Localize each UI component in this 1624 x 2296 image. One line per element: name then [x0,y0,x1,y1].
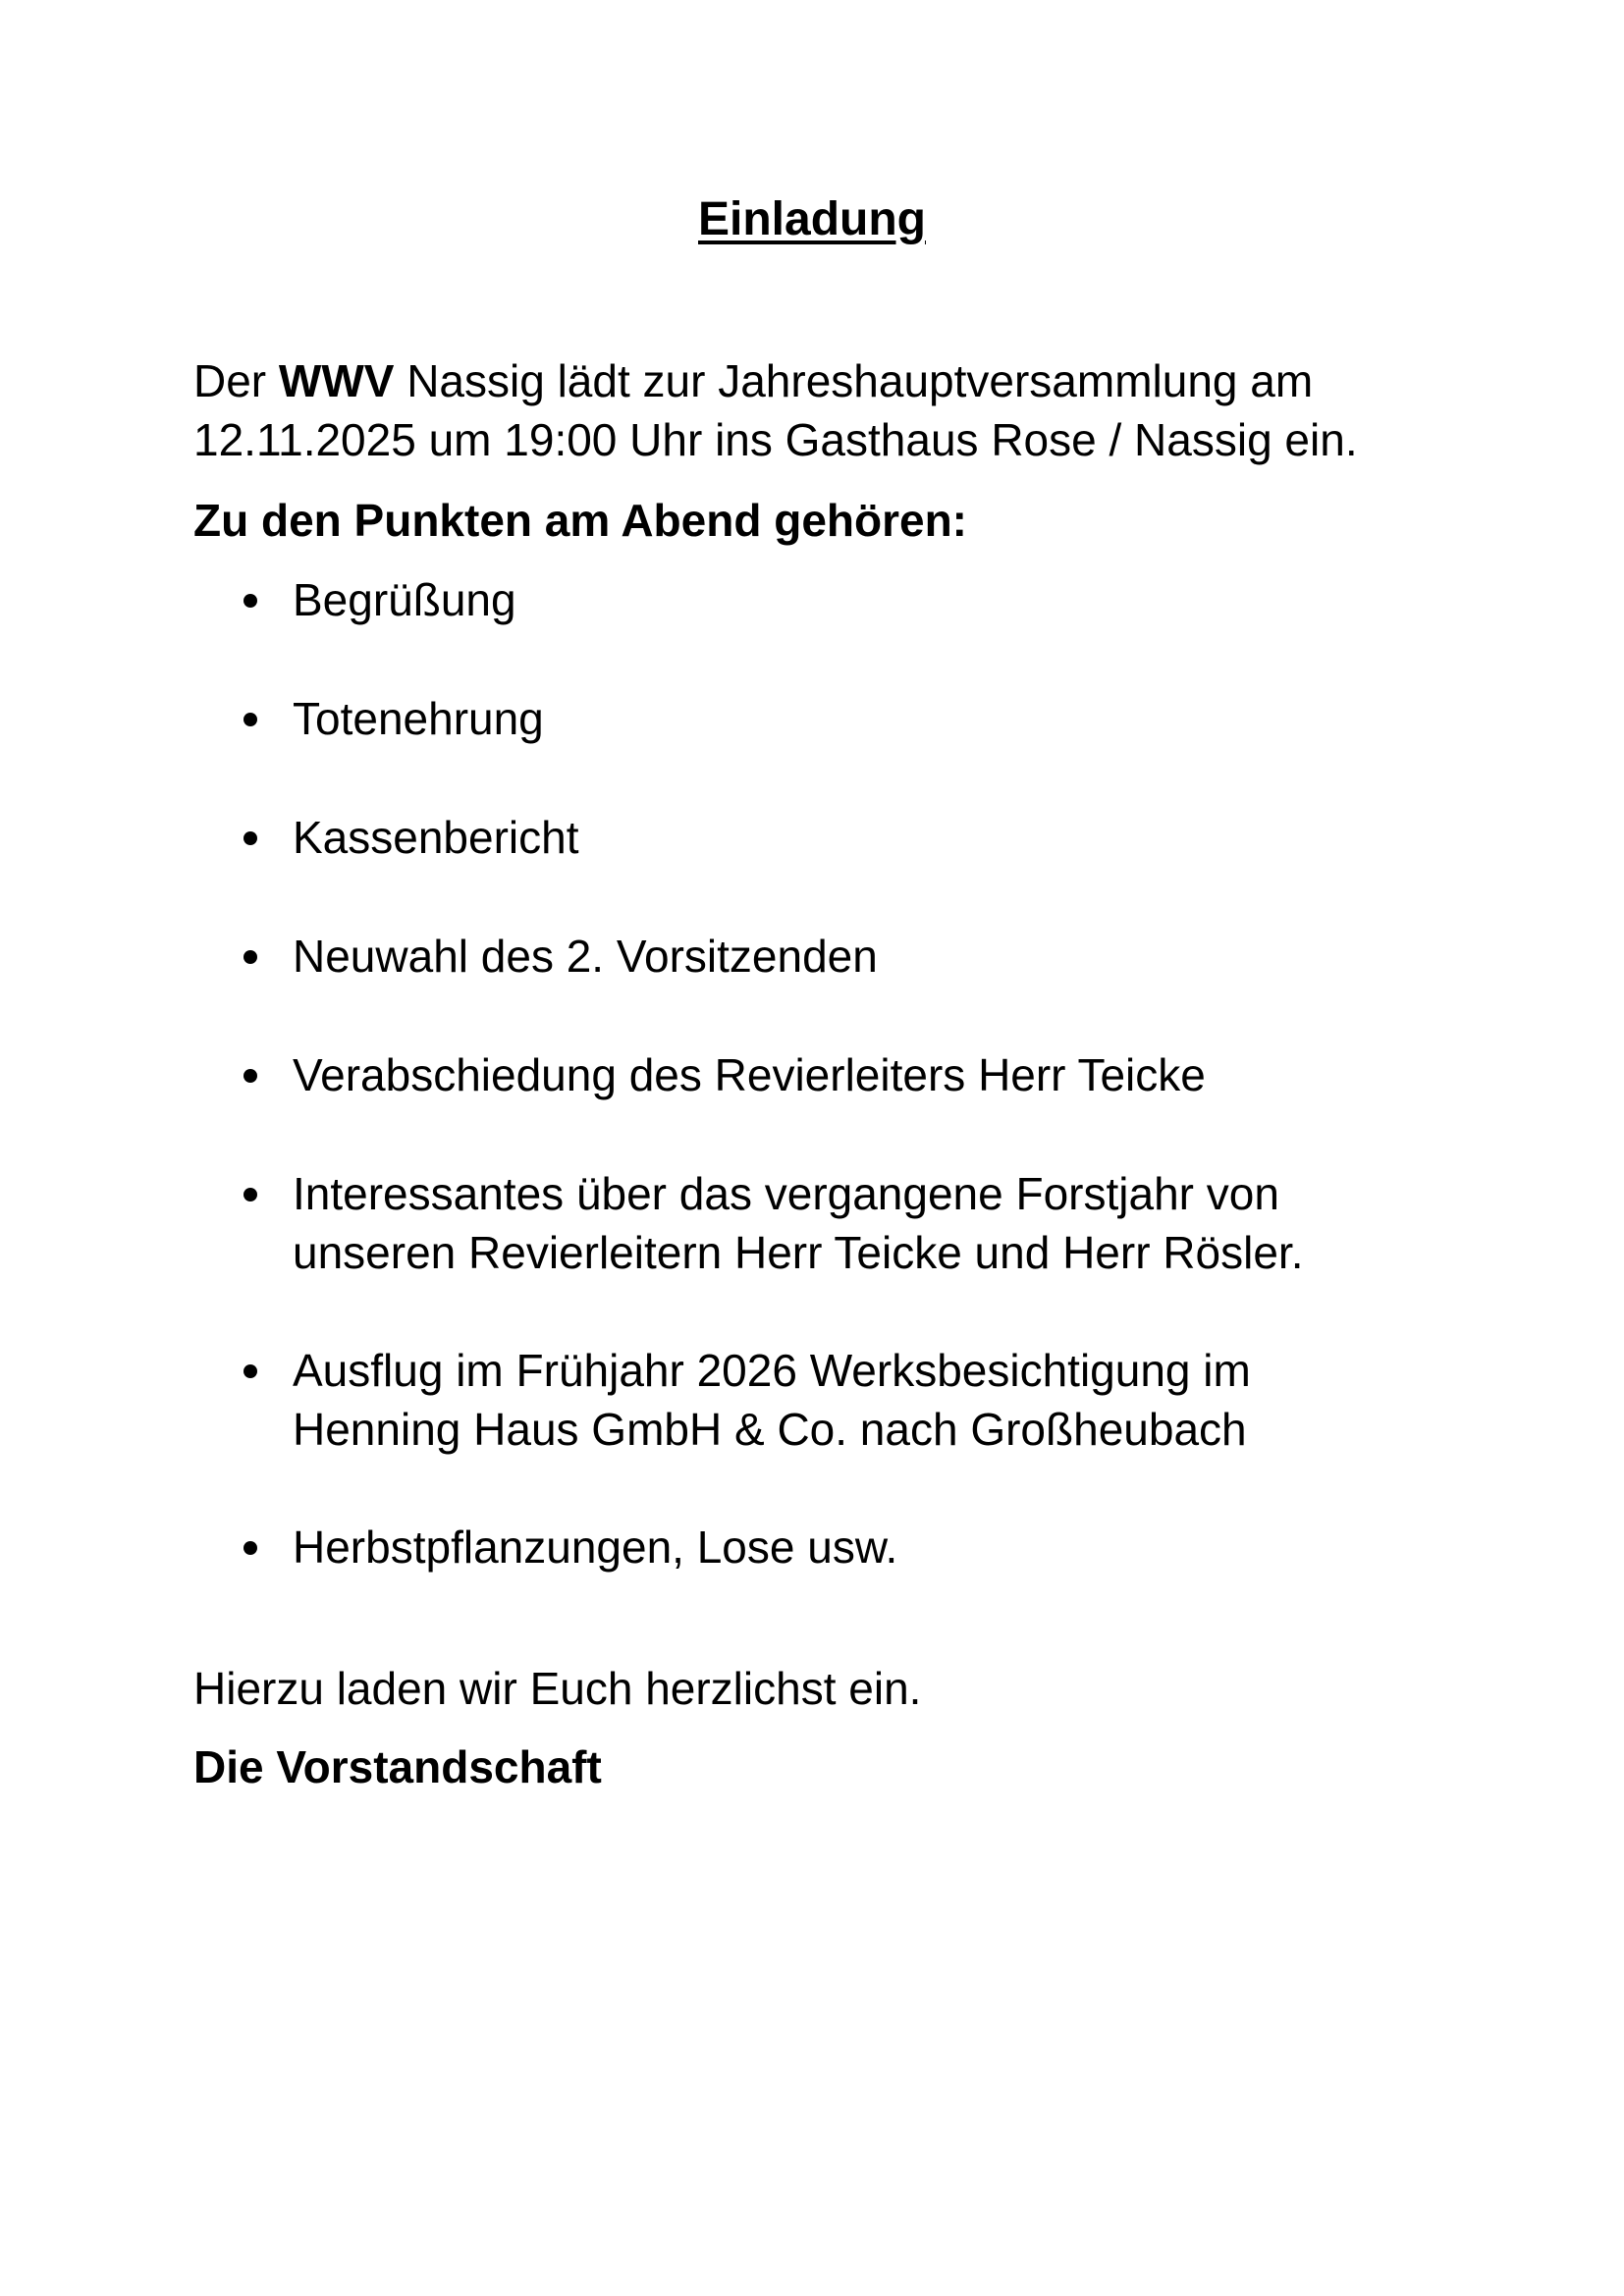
bullet-icon [244,594,257,608]
bullet-icon [244,950,257,964]
intro-line1-rest: Nassig lädt zur Jahreshauptversammlung am [394,355,1314,406]
agenda-item-text: Interessantes über das vergangene Forstjahr von unseren Revierleitern Herr Teicke und Herr Rösler. [293,1168,1304,1278]
agenda-item-text: Neuwahl des 2. Vorsitzenden [293,931,878,982]
points-heading: Zu den Punkten am Abend gehören: [193,495,967,546]
intro-paragraph [193,351,1470,469]
agenda-item-text: Ausflug im Frühjahr 2026 Werksbesichtigung im Henning Haus GmbH & Co. nach Großheubach [293,1345,1251,1455]
bullet-icon [244,1541,257,1555]
agenda-item-text: Begrüßung [293,574,516,625]
bullet-icon [244,1364,257,1378]
agenda-item-text: Verabschiedung des Revierleiters Herr Teicke [293,1049,1206,1100]
closing-sentence: Hierzu laden wir Euch herzlichst ein. [193,1663,922,1714]
organization-name: WWV [278,355,395,406]
document-title: Einladung [698,193,926,245]
bullet-icon [244,1188,257,1201]
agenda-item-text: Herbstpflanzungen, Lose usw. [293,1522,898,1573]
intro-line2: 12.11.2025 um 19:00 Uhr ins Gasthaus Rose / Nassig ein. [193,414,1358,465]
bullet-icon [244,1069,257,1083]
bullet-icon [244,713,257,726]
intro-prefix: Der [193,355,279,406]
bullet-icon [244,831,257,845]
signature: Die Vorstandschaft [193,1741,602,1792]
agenda-item-text: Kassenbericht [293,812,579,863]
agenda-item-text: Totenehrung [293,693,544,744]
